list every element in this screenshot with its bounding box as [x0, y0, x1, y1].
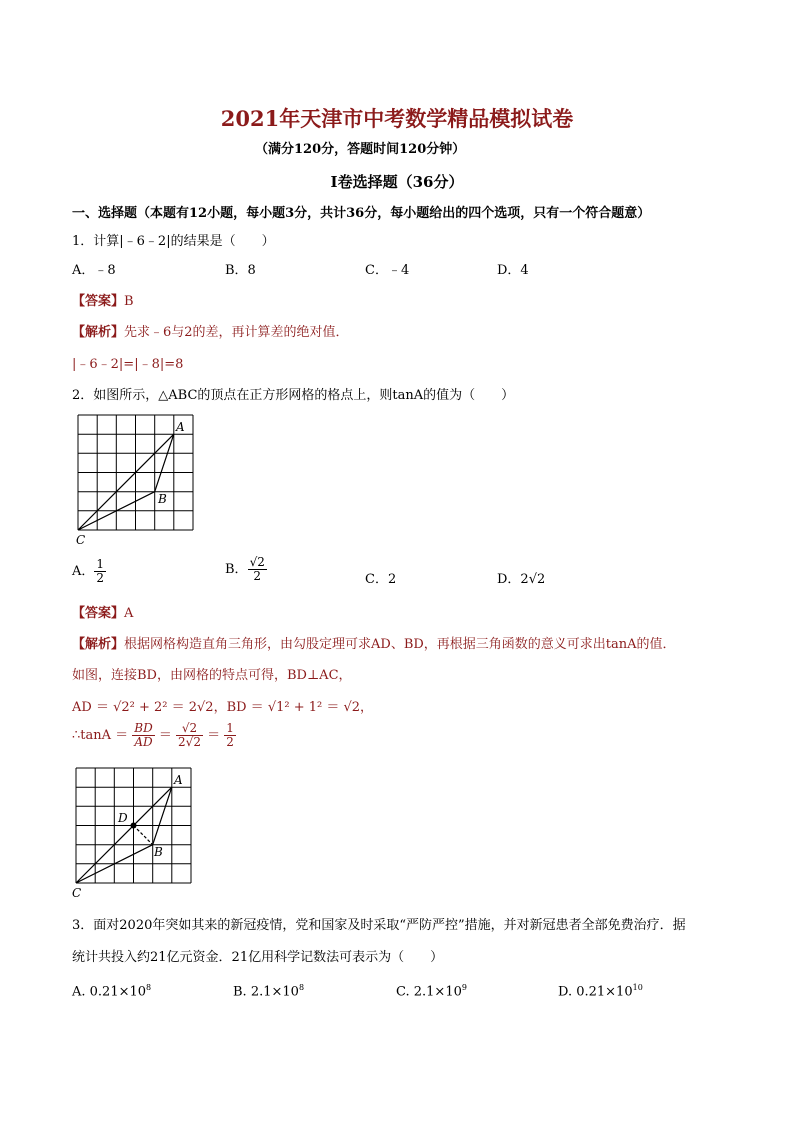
q2-line1: 如图，连接BD，由网格的特点可得，BD⊥AC，	[72, 668, 352, 683]
q2-option-b	[225, 556, 267, 583]
q2-analysis	[72, 633, 676, 652]
q2-line3-frac3-den: 2	[226, 735, 234, 749]
section-title: Ⅰ卷选择题（36分）	[330, 173, 464, 191]
segment-bd	[134, 826, 153, 845]
q1-answer	[72, 290, 134, 309]
q2-line3-frac2-den: 2√2	[178, 735, 201, 749]
q3-option-a	[72, 983, 151, 999]
q3-option-c	[396, 983, 467, 999]
q1-analysis	[72, 321, 349, 340]
q2-line3-frac3-num: 1	[226, 721, 234, 735]
q2-option-a-num: 1	[96, 557, 105, 571]
q2-answer-label: 【答案】	[72, 606, 125, 621]
q1-analysis-label: 【解析】	[72, 325, 125, 340]
triangle-abc-solution	[76, 787, 172, 883]
q1-option-d: D．4	[497, 263, 529, 278]
q2-line3-eq1: ＝	[158, 728, 172, 743]
q3-option-b	[233, 983, 304, 999]
q3-option-c-base: C. 2.1×10	[396, 984, 462, 1000]
page-title: 2021年天津市中考数学精品模拟试卷	[220, 106, 574, 131]
q2-line3-frac2-num: √2	[176, 722, 203, 736]
q1-option-b: B．8	[225, 263, 256, 278]
q3-stem-line1: 3．面对2020年突如其来的新冠疫情，党和国家及时采取“严防严控”措施，并对新冠患者全部免费治疗．据	[72, 918, 686, 933]
q2-line3-frac1	[132, 722, 154, 749]
q3-stem-line2: 统计共投入约21亿元资金．21亿用科学记数法可表示为（ ）	[72, 950, 444, 965]
q2-option-b-den: 2	[253, 569, 262, 583]
solution-point-b-label: B	[154, 845, 163, 859]
q2-figure	[70, 410, 205, 548]
q2-analysis-text: 根据网格构造直角三角形，由勾股定理可求AD、BD，再根据三角函数的意义可求出tanA的值．	[124, 637, 676, 652]
q1-work: |﹣6﹣2|=|﹣8|=8	[72, 357, 184, 372]
q2-line2	[72, 696, 373, 715]
q2-option-a-fraction	[94, 558, 106, 585]
section-heading: 一、选择题（本题有12小题，每小题3分，共计36分，每小题给出的四个选项，只有一个符合题意）	[72, 206, 651, 221]
q2-line3-frac2	[176, 722, 203, 749]
point-d-label: D	[118, 811, 128, 825]
q2-solution-figure	[68, 763, 203, 901]
q2-stem: 2．如图所示，△ABC的顶点在正方形网格的格点上，则tanA的值为（ ）	[72, 388, 515, 403]
q2-line3-frac1-den: AD	[134, 735, 153, 749]
q1-option-c: C．﹣4	[365, 263, 410, 278]
q2-line2-ad: AD ＝ √2² + 2² ＝ 2√2，	[72, 700, 227, 715]
q3-option-d-base: D. 0.21×10	[558, 984, 633, 1000]
q2-option-d: D．2√2	[497, 572, 546, 587]
q3-option-a-exp: 8	[146, 983, 152, 992]
point-b-label: B	[158, 492, 167, 506]
q2-line3-eq2: ＝	[207, 728, 221, 743]
q2-option-b-num: √2	[249, 555, 265, 569]
q1-answer-value: B	[124, 294, 134, 309]
q1-answer-label: 【答案】	[72, 294, 125, 309]
q2-line3-frac1-num: BD	[134, 721, 153, 735]
point-a-label: A	[176, 420, 185, 434]
point-c-label: C	[76, 533, 86, 547]
q3-option-d	[558, 983, 643, 999]
q2-analysis-label: 【解析】	[72, 637, 125, 652]
q1-analysis-text: 先求﹣6与2的差，再计算差的绝对值．	[124, 325, 349, 340]
solution-point-a-label: A	[174, 773, 183, 787]
point-d-dot	[131, 823, 137, 829]
q2-option-b-prefix: B．	[225, 562, 248, 577]
q2-line3-frac3	[224, 722, 236, 749]
q2-line3-prefix: ∴tanA ＝	[72, 728, 129, 743]
page-subtitle: （满分120分，答题时间120分钟）	[255, 142, 466, 157]
q2-option-a-prefix: A．	[72, 564, 95, 579]
solution-point-c-label: C	[72, 886, 82, 900]
q2-option-b-fraction	[248, 556, 267, 583]
q2-option-a-den: 2	[96, 571, 105, 585]
q1-option-a: A．﹣8	[72, 263, 116, 278]
q3-option-b-exp: 8	[298, 983, 305, 992]
q3-option-c-exp: 9	[461, 983, 467, 992]
q2-line2-bd: BD ＝ √1² + 1² ＝ √2，	[226, 700, 374, 715]
q2-answer-value: A	[124, 606, 134, 621]
q3-option-a-base: A. 0.21×10	[72, 984, 147, 1000]
triangle-abc	[78, 434, 174, 530]
q2-line3	[72, 722, 236, 749]
q2-answer	[72, 602, 133, 621]
q2-option-c: C．2	[365, 572, 397, 587]
q1-stem: 1．计算|﹣6﹣2|的结果是（ ）	[72, 234, 275, 249]
q3-option-d-exp: 10	[632, 983, 643, 992]
q3-option-b-base: B. 2.1×10	[233, 984, 299, 1000]
q2-option-a	[72, 558, 106, 585]
